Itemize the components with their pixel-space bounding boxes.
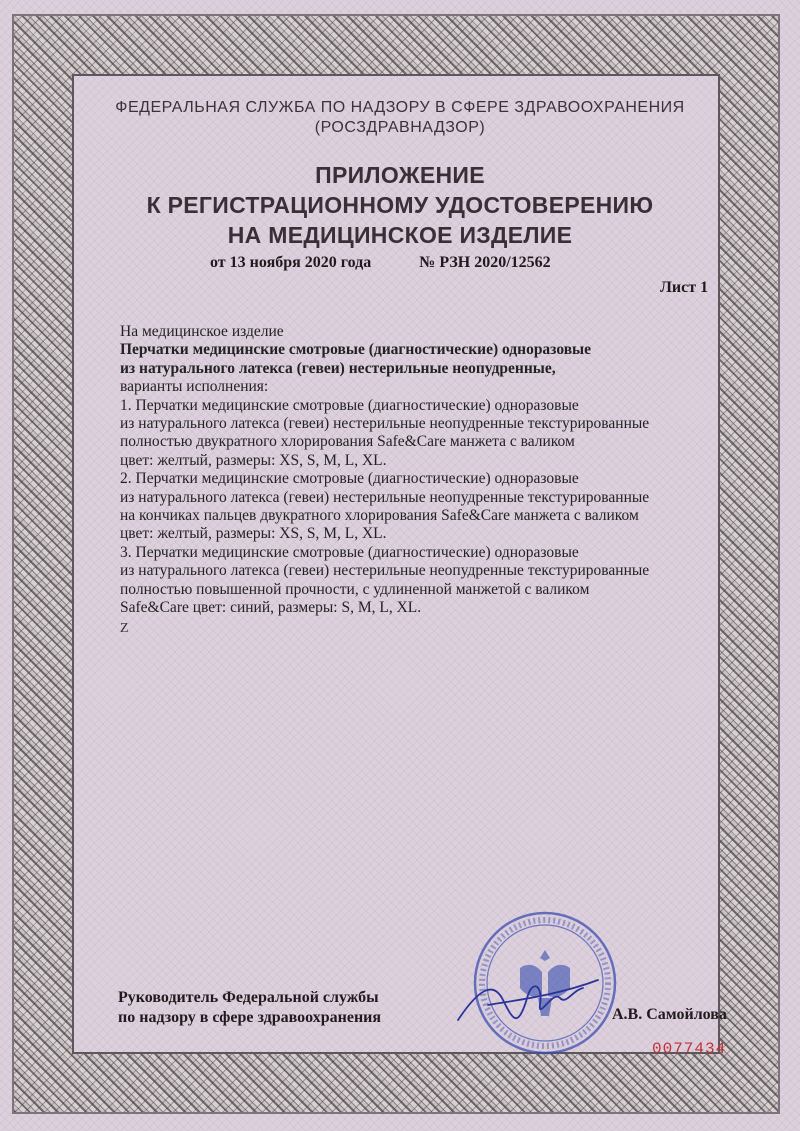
agency-abbrev: (РОСЗДРАВНАДЗОР) [314, 119, 486, 136]
handwritten-signature [448, 960, 608, 1040]
variant-3-line-3: полностью повышенной прочности, с удлиненной манжетой с валиком [120, 580, 590, 598]
intro-line: На медицинское изделие [120, 323, 284, 340]
end-of-text-mark: Z [120, 621, 129, 636]
variant-1-line-2: из натурального латекса (гевеи) нестерильные неопудренные текстурированные [120, 415, 650, 433]
variant-1-line-3: полностью двукратного хлорирования Safe&Care манжета с валиком [120, 433, 575, 451]
issue-date: от 13 ноября 2020 года [210, 254, 372, 271]
registration-number: № РЗН 2020/12562 [419, 254, 551, 271]
agency-name: ФЕДЕРАЛЬНАЯ СЛУЖБА ПО НАДЗОРУ В СФЕРЕ ЗДРАВООХРАНЕНИЯ [115, 99, 685, 116]
variant-3-line-4: Safe&Care цвет: синий, размеры: S, M, L, XL. [120, 599, 422, 617]
serial-number: 0077434 [652, 1040, 727, 1058]
title-line-1: ПРИЛОЖЕНИЕ [315, 162, 485, 188]
agency-header [80, 98, 720, 138]
variant-2-line-4: цвет: желтый, размеры: XS, S, M, L, XL. [120, 525, 387, 543]
variant-2-line-2: из натурального латекса (гевеи) нестерильные неопудренные текстурированные [120, 488, 650, 506]
date-number-line [210, 254, 551, 272]
signer-position-line-1: Руководитель Федеральной службы [118, 989, 379, 1006]
sheet-number: Лист 1 [660, 279, 709, 296]
product-name-line-2: из натурального латекса (гевеи) нестерильные неопудренные, [120, 359, 556, 377]
signer-name: А.В. Самойлова [612, 1006, 727, 1023]
variant-3-line-2: из натурального латекса (гевеи) нестерильные неопудренные текстурированные [120, 562, 650, 580]
variant-2-line-1: 2. Перчатки медицинские смотровые (диагностические) одноразовые [120, 470, 579, 488]
variant-3-line-1: 3. Перчатки медицинские смотровые (диагностические) одноразовые [120, 543, 579, 561]
variant-2-line-3: на кончиках пальцев двукратного хлорирования Safe&Care манжета с валиком [120, 507, 639, 525]
document-body [120, 323, 700, 618]
variants-label: варианты исполнения: [120, 378, 269, 396]
title-line-2: К РЕГИСТРАЦИОННОМУ УДОСТОВЕРЕНИЮ [146, 192, 654, 218]
variant-1-line-1: 1. Перчатки медицинские смотровые (диагностические) одноразовые [120, 396, 579, 414]
variant-1-line-4: цвет: желтый, размеры: XS, S, M, L, XL. [120, 451, 387, 469]
product-name-line-1: Перчатки медицинские смотровые (диагностические) одноразовые [120, 341, 592, 359]
signer-position [118, 988, 381, 1028]
document-title [80, 160, 720, 250]
title-line-3: НА МЕДИЦИНСКОЕ ИЗДЕЛИЕ [227, 222, 573, 248]
signer-position-line-2: по надзору в сфере здравоохранения [118, 1009, 382, 1026]
